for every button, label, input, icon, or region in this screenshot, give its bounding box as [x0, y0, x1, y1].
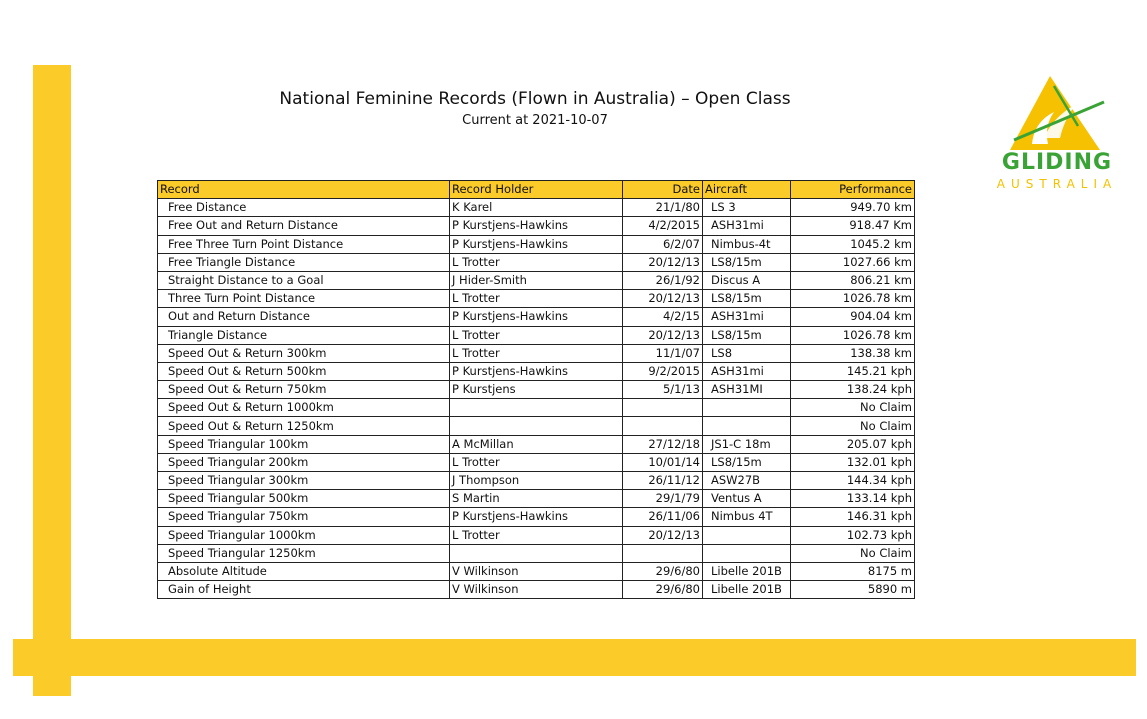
table-row — [158, 490, 915, 508]
cell-date: 20/12/13 — [623, 290, 703, 308]
cell-date: 26/11/12 — [623, 472, 703, 490]
cell-record-holder: L Trotter — [450, 290, 623, 308]
cell-aircraft: Discus A — [703, 271, 791, 289]
table-row — [158, 435, 915, 453]
cell-record-holder: P Kurstjens-Hawkins — [450, 362, 623, 380]
cell-record-holder: P Kurstjens — [450, 381, 623, 399]
column-header-aircraft: Aircraft — [703, 181, 791, 199]
cell-date — [623, 399, 703, 417]
cell-date: 21/1/80 — [623, 199, 703, 217]
cell-performance: 205.07 kph — [791, 435, 915, 453]
page-subtitle: Current at 2021-10-07 — [462, 113, 608, 128]
table-row — [158, 253, 915, 271]
cell-date: 5/1/13 — [623, 381, 703, 399]
table-row — [158, 508, 915, 526]
table-row — [158, 417, 915, 435]
cell-performance: 1026.78 km — [791, 326, 915, 344]
cell-performance: 8175 m — [791, 562, 915, 580]
cell-performance: 904.04 km — [791, 308, 915, 326]
cell-record-holder: V Wilkinson — [450, 581, 623, 599]
table-row — [158, 472, 915, 490]
cell-date: 20/12/13 — [623, 253, 703, 271]
cell-performance: 918.47 Km — [791, 217, 915, 235]
cell-aircraft: Nimbus 4T — [703, 508, 791, 526]
cell-performance: 806.21 km — [791, 271, 915, 289]
cell-aircraft: ASH31MI — [703, 381, 791, 399]
cell-aircraft — [703, 526, 791, 544]
cell-record-holder: J Hider-Smith — [450, 271, 623, 289]
records-table — [157, 180, 915, 599]
table-row — [158, 453, 915, 471]
table-row — [158, 308, 915, 326]
table-row — [158, 290, 915, 308]
cell-record: Triangle Distance — [158, 326, 450, 344]
cell-date: 26/1/92 — [623, 271, 703, 289]
cell-record-holder — [450, 399, 623, 417]
cell-performance: 1027.66 km — [791, 253, 915, 271]
cell-record: Free Triangle Distance — [158, 253, 450, 271]
cell-aircraft — [703, 417, 791, 435]
cell-date — [623, 417, 703, 435]
cell-aircraft: JS1-C 18m — [703, 435, 791, 453]
cell-record: Free Distance — [158, 199, 450, 217]
cell-performance: No Claim — [791, 417, 915, 435]
cell-record-holder: L Trotter — [450, 526, 623, 544]
decorative-vertical-bar — [33, 65, 71, 696]
cell-aircraft: LS8 — [703, 344, 791, 362]
cell-performance: 5890 m — [791, 581, 915, 599]
cell-record-holder: V Wilkinson — [450, 562, 623, 580]
table-row — [158, 235, 915, 253]
cell-date: 29/6/80 — [623, 562, 703, 580]
cell-date: 4/2/15 — [623, 308, 703, 326]
cell-date: 29/1/79 — [623, 490, 703, 508]
cell-record: Speed Triangular 1250km — [158, 544, 450, 562]
cell-performance: 102.73 kph — [791, 526, 915, 544]
cell-record: Speed Out & Return 300km — [158, 344, 450, 362]
cell-aircraft: LS8/15m — [703, 326, 791, 344]
cell-record: Three Turn Point Distance — [158, 290, 450, 308]
cell-record-holder: K Karel — [450, 199, 623, 217]
cell-record-holder: L Trotter — [450, 253, 623, 271]
cell-record-holder: L Trotter — [450, 344, 623, 362]
cell-aircraft: Ventus A — [703, 490, 791, 508]
cell-date: 11/1/07 — [623, 344, 703, 362]
cell-aircraft — [703, 399, 791, 417]
column-header-record-holder: Record Holder — [450, 181, 623, 199]
cell-record-holder: P Kurstjens-Hawkins — [450, 235, 623, 253]
cell-record: Speed Triangular 200km — [158, 453, 450, 471]
column-header-performance: Performance — [791, 181, 915, 199]
cell-record: Gain of Height — [158, 581, 450, 599]
cell-date: 27/12/18 — [623, 435, 703, 453]
table-row — [158, 581, 915, 599]
cell-date: 26/11/06 — [623, 508, 703, 526]
column-header-date: Date — [623, 181, 703, 199]
cell-record-holder — [450, 417, 623, 435]
cell-date: 10/01/14 — [623, 453, 703, 471]
cell-record-holder: A McMillan — [450, 435, 623, 453]
cell-aircraft: LS8/15m — [703, 290, 791, 308]
cell-record-holder: L Trotter — [450, 326, 623, 344]
decorative-horizontal-bar — [13, 639, 1136, 676]
cell-record-holder — [450, 544, 623, 562]
gliding-australia-logo-icon — [992, 74, 1122, 194]
cell-record: Speed Triangular 750km — [158, 508, 450, 526]
cell-performance: 133.14 kph — [791, 490, 915, 508]
cell-record-holder: L Trotter — [450, 453, 623, 471]
table-row — [158, 326, 915, 344]
table-row — [158, 271, 915, 289]
table-row — [158, 362, 915, 380]
cell-aircraft: ASH31mi — [703, 308, 791, 326]
cell-record: Speed Triangular 300km — [158, 472, 450, 490]
cell-aircraft: ASH31mi — [703, 217, 791, 235]
cell-date — [623, 544, 703, 562]
cell-performance: 138.24 kph — [791, 381, 915, 399]
cell-record: Out and Return Distance — [158, 308, 450, 326]
cell-record: Speed Triangular 100km — [158, 435, 450, 453]
table-row — [158, 217, 915, 235]
column-header-record: Record — [158, 181, 450, 199]
cell-record: Speed Out & Return 1250km — [158, 417, 450, 435]
cell-aircraft: LS8/15m — [703, 453, 791, 471]
cell-record-holder: P Kurstjens-Hawkins — [450, 508, 623, 526]
cell-aircraft: Nimbus-4t — [703, 235, 791, 253]
logo-wordmark: GLIDING — [1001, 150, 1113, 175]
cell-aircraft: ASW27B — [703, 472, 791, 490]
table-row — [158, 562, 915, 580]
cell-performance: 1026.78 km — [791, 290, 915, 308]
cell-record: Free Out and Return Distance — [158, 217, 450, 235]
cell-record: Speed Triangular 1000km — [158, 526, 450, 544]
cell-record: Absolute Altitude — [158, 562, 450, 580]
cell-record: Straight Distance to a Goal — [158, 271, 450, 289]
cell-performance: 146.31 kph — [791, 508, 915, 526]
table-row — [158, 199, 915, 217]
cell-aircraft: Libelle 201B — [703, 562, 791, 580]
cell-aircraft: LS8/15m — [703, 253, 791, 271]
cell-record: Speed Out & Return 750km — [158, 381, 450, 399]
cell-performance: 144.34 kph — [791, 472, 915, 490]
cell-date: 4/2/2015 — [623, 217, 703, 235]
cell-record-holder: S Martin — [450, 490, 623, 508]
page-title: National Feminine Records (Flown in Australia) – Open Class — [279, 89, 791, 109]
cell-performance: 1045.2 km — [791, 235, 915, 253]
cell-aircraft — [703, 544, 791, 562]
cell-record: Speed Triangular 500km — [158, 490, 450, 508]
cell-record: Free Three Turn Point Distance — [158, 235, 450, 253]
cell-record-holder: P Kurstjens-Hawkins — [450, 308, 623, 326]
table-row — [158, 344, 915, 362]
logo-subtext: AUSTRALIA — [996, 177, 1118, 191]
cell-date: 9/2/2015 — [623, 362, 703, 380]
cell-performance: No Claim — [791, 544, 915, 562]
cell-aircraft: LS 3 — [703, 199, 791, 217]
cell-record-holder: J Thompson — [450, 472, 623, 490]
cell-performance: 132.01 kph — [791, 453, 915, 471]
records-table-body — [158, 199, 915, 599]
cell-record: Speed Out & Return 500km — [158, 362, 450, 380]
cell-aircraft: Libelle 201B — [703, 581, 791, 599]
table-header-row — [158, 181, 915, 199]
cell-performance: 138.38 km — [791, 344, 915, 362]
cell-date: 20/12/13 — [623, 526, 703, 544]
table-row — [158, 399, 915, 417]
cell-aircraft: ASH31mi — [703, 362, 791, 380]
cell-date: 6/2/07 — [623, 235, 703, 253]
cell-record-holder: P Kurstjens-Hawkins — [450, 217, 623, 235]
cell-performance: 145.21 kph — [791, 362, 915, 380]
cell-date: 20/12/13 — [623, 326, 703, 344]
cell-date: 29/6/80 — [623, 581, 703, 599]
table-row — [158, 544, 915, 562]
cell-record: Speed Out & Return 1000km — [158, 399, 450, 417]
cell-performance: No Claim — [791, 399, 915, 417]
table-row — [158, 381, 915, 399]
cell-performance: 949.70 km — [791, 199, 915, 217]
table-row — [158, 526, 915, 544]
